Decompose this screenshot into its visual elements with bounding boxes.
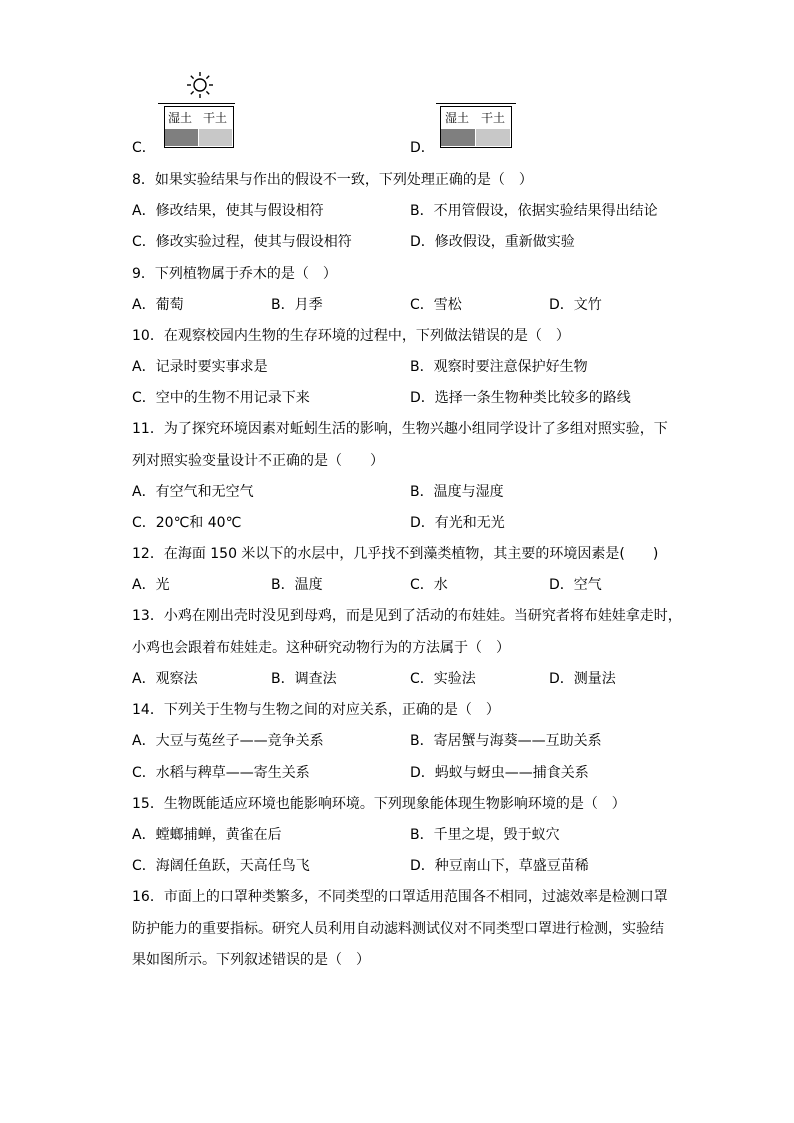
q9-option-d[interactable]: D．文竹 — [549, 297, 602, 313]
q13-stem-line2: 小鸡也会跟着布娃娃走。这种研究动物行为的方法属于（ ） — [132, 640, 510, 656]
q13-option-b[interactable]: B．调查法 — [271, 671, 337, 687]
q13-option-a[interactable]: A．观察法 — [132, 671, 198, 687]
q10-option-a[interactable]: A．记录时要实事求是 — [132, 359, 268, 375]
q10-option-d[interactable]: D．选择一条生物种类比较多的路线 — [410, 390, 631, 406]
q8-option-c[interactable]: C．修改实验过程，使其与假设相符 — [132, 234, 352, 250]
dry-soil-block — [199, 129, 232, 146]
q12-option-a[interactable]: A．光 — [132, 577, 170, 593]
q12-option-b[interactable]: B．温度 — [271, 577, 323, 593]
q11-option-a[interactable]: A．有空气和无空气 — [132, 484, 254, 500]
q9-option-a[interactable]: A．葡萄 — [132, 297, 184, 313]
q10-option-c[interactable]: C．空中的生物不用记录下来 — [132, 390, 310, 406]
option-d-label: D． — [410, 140, 435, 156]
q14-option-c[interactable]: C．水稻与稗草——寄生关系 — [132, 765, 310, 781]
q14-option-a[interactable]: A．大豆与菟丝子——竞争关系 — [132, 733, 324, 749]
q9-option-b[interactable]: B．月季 — [271, 297, 323, 313]
q15-option-a[interactable]: A．螳螂捕蝉，黄雀在后 — [132, 827, 282, 843]
q9-option-c[interactable]: C．雪松 — [410, 297, 462, 313]
q12-stem: 12．在海面 150 米以下的水层中，几乎找不到藻类植物，其主要的环境因素是( ) — [132, 546, 659, 562]
q16-stem-line2: 防护能力的重要指标。研究人员利用自动滤料测试仪对不同类型口罩进行检测，实验结 — [132, 921, 664, 937]
q11-option-d[interactable]: D．有光和无光 — [410, 515, 505, 531]
q15-option-b[interactable]: B．千里之堤，毁于蚁穴 — [410, 827, 560, 843]
q8-option-d[interactable]: D．修改假设，重新做实验 — [410, 234, 575, 250]
q15-stem: 15．生物既能适应环境也能影响环境。下列现象能体现生物影响环境的是（ ） — [132, 796, 626, 812]
q13-option-c[interactable]: C．实验法 — [410, 671, 476, 687]
q10-option-b[interactable]: B．观察时要注意保护好生物 — [410, 359, 588, 375]
option-c-label: C． — [132, 140, 156, 156]
q14-option-b[interactable]: B．寄居蟹与海葵——互助关系 — [410, 733, 602, 749]
q14-stem: 14．下列关于生物与生物之间的对应关系，正确的是（ ） — [132, 702, 500, 718]
q11-stem-line2: 列对照实验变量设计不正确的是（ ） — [132, 453, 384, 469]
wet-soil-block — [165, 129, 198, 146]
q11-stem-line1: 11．为了探究环境因素对蚯蚓生活的影响，生物兴趣小组同学设计了多组对照实验，下 — [132, 421, 668, 437]
q11-option-b[interactable]: B．温度与湿度 — [410, 484, 504, 500]
q15-option-d[interactable]: D．种豆南山下，草盛豆苗稀 — [410, 858, 589, 874]
sun-icon — [186, 71, 214, 99]
wet-soil-block — [441, 129, 475, 146]
q14-option-d[interactable]: D．蚂蚁与蚜虫——捕食关系 — [410, 765, 589, 781]
q12-option-d[interactable]: D．空气 — [549, 577, 602, 593]
q16-stem-line1: 16．市面上的口罩种类繁多，不同类型的口罩适用范围各不相同，过滤效率是检测口罩 — [132, 889, 668, 905]
q8-stem: 8．如果实验结果与作出的假设不一致，下列处理正确的是（ ） — [132, 172, 533, 188]
q10-stem: 10．在观察校园内生物的生存环境的过程中，下列做法错误的是（ ） — [132, 328, 570, 344]
q12-option-c[interactable]: C．水 — [410, 577, 448, 593]
q9-stem: 9．下列植物属于乔木的是（ ） — [132, 266, 337, 282]
dry-soil-label: 干土 — [203, 111, 228, 125]
q13-option-d[interactable]: D．测量法 — [549, 671, 616, 687]
dry-soil-block — [476, 129, 510, 146]
q8-option-b[interactable]: B．不用管假设，依据实验结果得出结论 — [410, 203, 658, 219]
q11-option-c[interactable]: C．20℃和 40℃ — [132, 515, 242, 531]
q15-option-c[interactable]: C．海阔任鱼跃，天高任鸟飞 — [132, 858, 310, 874]
dry-soil-label: 干土 — [481, 111, 506, 125]
q16-stem-line3: 果如图所示。下列叙述错误的是（ ） — [132, 952, 370, 968]
q13-stem-line1: 13．小鸡在刚出壳时没见到母鸡，而是见到了活动的布娃娃。当研究者将布娃娃拿走时， — [132, 608, 682, 624]
wet-soil-label: 湿土 — [445, 111, 470, 125]
wet-soil-label: 湿土 — [168, 111, 193, 125]
q8-option-a[interactable]: A．修改结果，使其与假设相符 — [132, 203, 324, 219]
